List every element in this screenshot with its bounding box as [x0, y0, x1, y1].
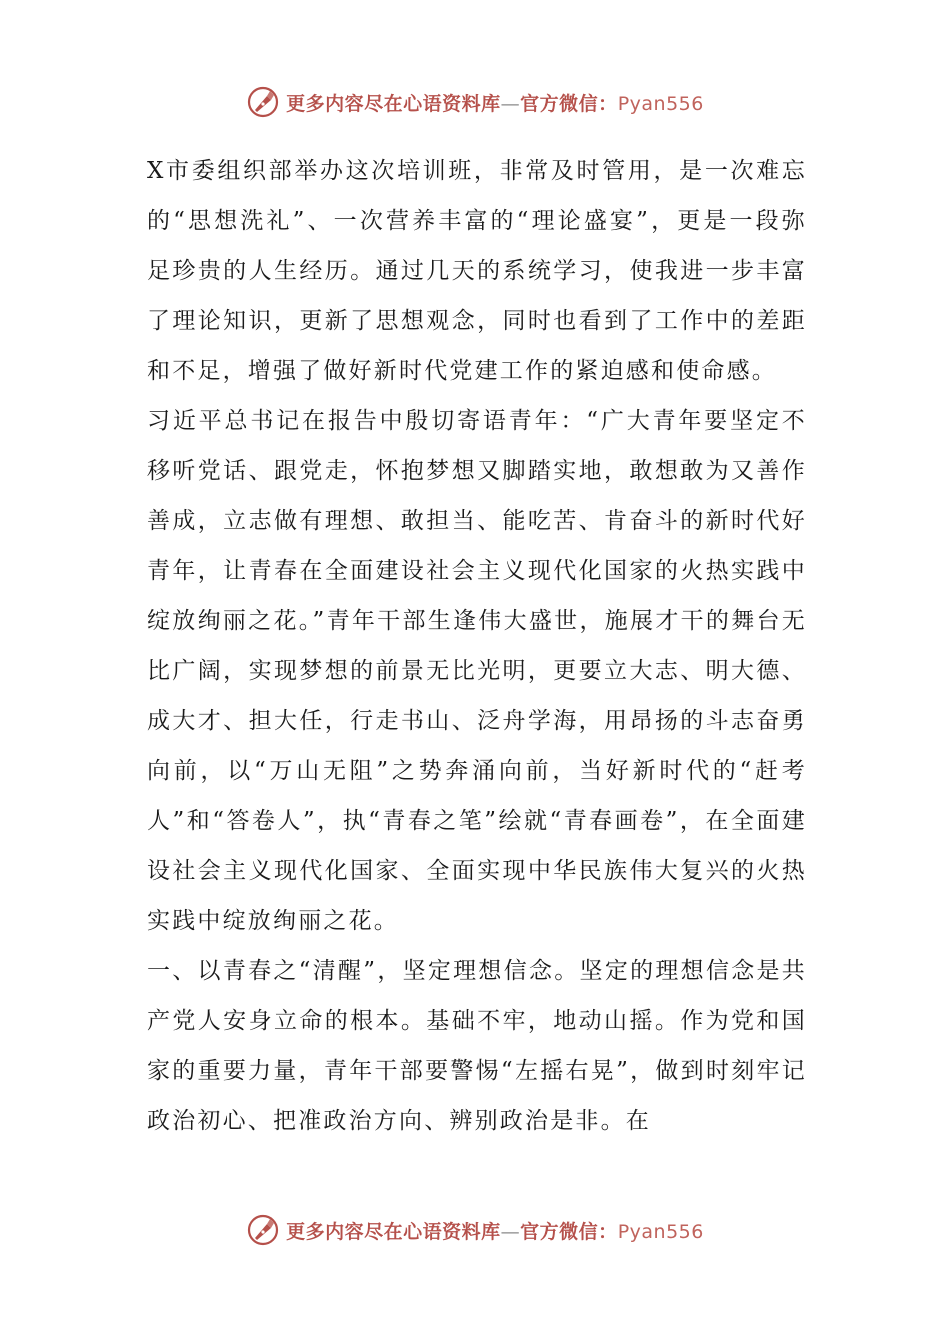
- header-wechat-label: 官方微信：: [520, 92, 618, 115]
- footer-site-text: 更多内容尽在心语资料库: [286, 1220, 501, 1243]
- footer-wechat-label: 官方微信：: [520, 1220, 618, 1243]
- header-text: [286, 89, 704, 116]
- paragraph-section-one: 一、以青春之“清醒”，坚定理想信念。坚定的理想信念是共产党人安身立命的根本。基础不牢，地动山摇。作为党和国家的重要力量，青年干部要警惕“左摇右晃”，做到时刻牢记政治初心、把准政治方向、辨别政治是非。在: [147, 958, 807, 1134]
- footer-separator: —: [500, 1220, 521, 1243]
- pen-nib-icon: [246, 1213, 280, 1247]
- header-banner: [0, 82, 950, 122]
- header-wechat-id: Pyan556: [617, 92, 704, 115]
- header-site-text: 更多内容尽在心语资料库: [286, 92, 501, 115]
- footer-text: [286, 1217, 704, 1244]
- paragraph-quote: 习近平总书记在报告中殷切寄语青年：“广大青年要坚定不移听党话、跟党走，怀抱梦想又脚踏实地，敢想敢为又善作善成，立志做有理想、敢担当、能吃苦、肯奋斗的新时代好青年，让青春在全面建设社会主义现代化国家的火热实践中绽放绚丽之花。”青年干部生逢伟大盛世，施展才干的舞台无比广阔，实现梦想的前景无比光明，更要立大志、明大德、成大才、担大任，行走书山、泛舟学海，用昂扬的斗志奋勇向前，以“万山无阻”之势奔涌向前，当好新时代的“赶考人”和“答卷人”，执“青春之笔”绘就“青春画卷”，在全面建设社会主义现代化国家、全面实现中华民族伟大复兴的火热实践中绽放绚丽之花。: [147, 408, 807, 934]
- pen-nib-icon: [246, 85, 280, 119]
- header-separator: —: [500, 92, 521, 115]
- paragraph-intro: X市委组织部举办这次培训班，非常及时管用，是一次难忘的“思想洗礼”、一次营养丰富的“理论盛宴”，更是一段弥足珍贵的人生经历。通过几天的系统学习，使我进一步丰富了理论知识，更新了思想观念，同时也看到了工作中的差距和不足，增强了做好新时代党建工作的紧迫感和使命感。: [147, 158, 807, 384]
- document-body: [147, 146, 807, 1146]
- footer-banner: [0, 1210, 950, 1250]
- footer-wechat-id: Pyan556: [617, 1220, 704, 1243]
